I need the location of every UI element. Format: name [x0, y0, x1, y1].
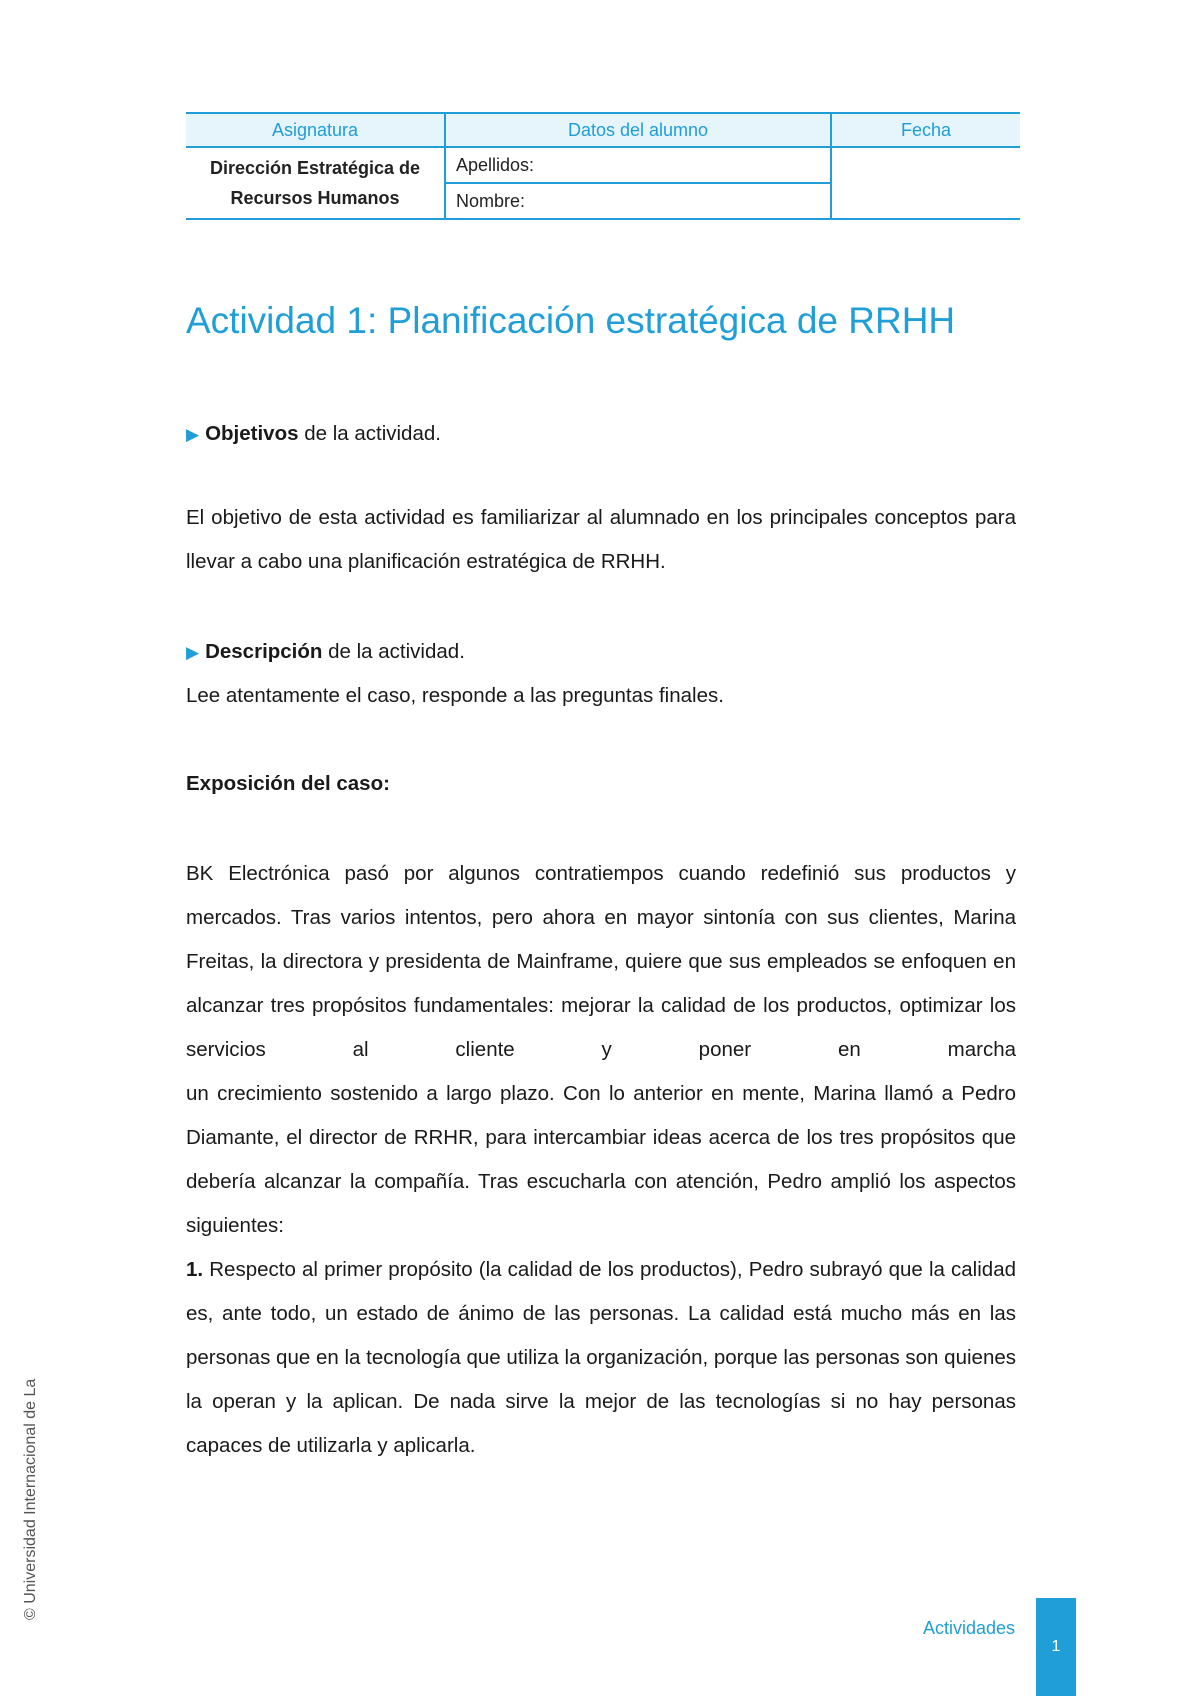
objetivos-heading-bold: Objetivos — [205, 422, 299, 445]
subject-name: Dirección Estratégica de Recursos Humanos — [186, 147, 445, 219]
case-paragraph-1: BK Electrónica pasó por algunos contratiempos cuando redefinió sus productos y mercados. Tras varios intentos, pero ahora en mayor sintonía con sus clientes, Marina Freitas, la directora y presidenta de Mainframe, quiere que sus empleados se enfoquen en alcanzar tres propósitos fundamentales: mejorar la calidad de los productos, optimizar los servicios al cliente y poner en marcha — [186, 862, 1016, 1061]
header-asignatura: Asignatura — [186, 113, 445, 147]
header-fecha: Fecha — [831, 113, 1020, 147]
descripcion-heading — [186, 630, 1016, 675]
activity-title: Actividad 1: Planificación estratégica de RRHH — [186, 300, 956, 341]
case-point-1 — [186, 1248, 1016, 1468]
point-1-number: 1. — [186, 1258, 204, 1281]
exposicion-heading: Exposición del caso: — [186, 772, 390, 795]
objetivos-heading-rest: de la actividad. — [298, 422, 441, 445]
apellidos-field[interactable]: Apellidos: — [445, 147, 831, 183]
header-datos-alumno: Datos del alumno — [445, 113, 831, 147]
nombre-field[interactable]: Nombre: — [445, 183, 831, 219]
case-paragraph-2: un crecimiento sostenido a largo plazo. Con lo anterior en mente, Marina llamó a Pedro Diamante, el director de RRHR, para intercambiar ideas acerca de los tres propósitos que debería alcanzar la compañía. Tras escucharla con atención, Pedro amplió los aspectos siguientes: — [186, 1082, 1016, 1237]
fecha-field[interactable] — [831, 147, 1020, 219]
objetivos-heading — [186, 412, 1016, 457]
triangle-bullet-icon: ▶ — [186, 425, 200, 444]
exposicion-body — [186, 852, 1016, 1468]
header-table — [186, 112, 1020, 220]
copyright-side-note: © Universidad Internacional de La — [22, 1378, 39, 1620]
descripcion-heading-bold: Descripción — [205, 640, 323, 663]
descripcion-heading-rest: de la actividad. — [322, 640, 465, 663]
triangle-bullet-icon: ▶ — [186, 643, 200, 662]
footer-section-label: Actividades — [922, 1618, 1015, 1638]
descripcion-text: Lee atentamente el caso, responde a las preguntas finales. — [186, 684, 724, 707]
objetivos-text: El objetivo de esta actividad es familiarizar al alumnado en los principales conceptos para llevar a cabo una planificación estratégica de RRHH. — [186, 506, 1016, 573]
page-number-tab: 1 — [1036, 1598, 1076, 1696]
point-1-text: Respecto al primer propósito (la calidad de los productos), Pedro subrayó que la calidad es, ante todo, un estado de ánimo de las personas. La calidad está mucho más en las personas que en la tecnología que utiliza la organización, porque las personas son quienes la operan y la aplican. De nada sirve la mejor de las tecnologías si no hay personas capaces de utilizarla y aplicarla. — [186, 1258, 1016, 1457]
